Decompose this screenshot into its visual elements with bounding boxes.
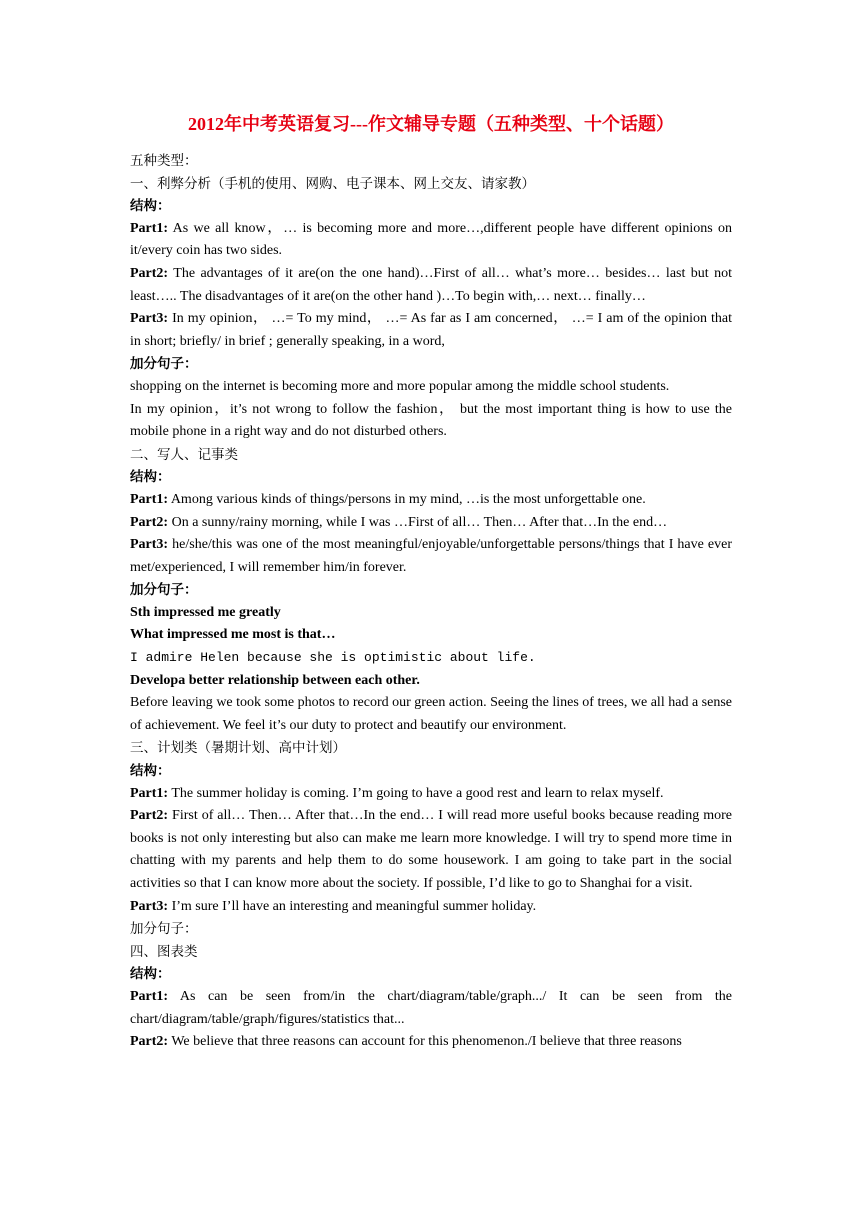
part-text: As can be seen from/in the chart/diagram/table/graph.../ It can be seen from the chart/diagram/table/graph/figures/statistics that... bbox=[130, 988, 732, 1027]
section4-part1 bbox=[130, 986, 732, 1031]
part-label: Part2: bbox=[130, 514, 169, 530]
part-label: Part1: bbox=[130, 988, 169, 1004]
section1-sentence-2: In my opinion，it’s not wrong to follow the fashion， but the most important thing is how to use the mobile phone in a right way and do not disturbed others. bbox=[130, 401, 732, 440]
part-text: I’m sure I’ll have an interesting and meaningful summer holiday. bbox=[168, 898, 537, 914]
part-label: Part2: bbox=[130, 808, 169, 824]
section4-heading: 四、图表类 bbox=[130, 943, 198, 960]
section4-structure-label: 结构： bbox=[130, 966, 171, 983]
part-label: Part1: bbox=[130, 220, 169, 236]
section2-bonus-label: 加分句子： bbox=[130, 582, 198, 599]
section2-part3 bbox=[130, 534, 732, 579]
part-label: Part1: bbox=[130, 491, 169, 507]
section2-sentence-4: Developa better relationship between each other. bbox=[130, 672, 420, 688]
section3-part3 bbox=[130, 896, 732, 919]
section1-bonus-label: 加分句子： bbox=[130, 356, 198, 373]
section2-sentence-1: Sth impressed me greatly bbox=[130, 604, 281, 620]
part-text: The summer holiday is coming. I’m going to have a good rest and learn to relax myself. bbox=[168, 785, 664, 801]
section3-part2 bbox=[130, 805, 732, 895]
part-text: First of all… Then… After that…In the end… I will read more useful books because reading more books is not only interesting but also can make me learn more knowledge. I will try to spend more time in chatting with my parents and help them to do some housework. I am going to take part in the social activities so that I can know more about the society. If possible, I’d like to go to Shanghai for a visit. bbox=[130, 808, 732, 891]
section1-structure-label: 结构： bbox=[130, 198, 171, 215]
part-label: Part3: bbox=[130, 311, 169, 327]
section1-sentence-1: shopping on the internet is becoming more and more popular among the middle school students. bbox=[130, 378, 670, 394]
intro-line: 五种类型： bbox=[130, 153, 198, 169]
part-label: Part2: bbox=[130, 265, 169, 281]
document-title: 2012年中考英语复习---作文辅导专题（五种类型、十个话题） bbox=[188, 114, 674, 134]
part-text: We believe that three reasons can account for this phenomenon./I believe that three reasons bbox=[168, 1034, 682, 1050]
section1-part3 bbox=[130, 308, 732, 353]
document-body bbox=[130, 150, 732, 1054]
part-text: he/she/this was one of the most meaningful/enjoyable/unforgettable persons/things that I have ever met/experienced, I will remember him/in forever. bbox=[130, 537, 732, 575]
part-label: Part3: bbox=[130, 898, 169, 914]
part-text: On a sunny/rainy morning, while I was …First of all… Then… After that…In the end… bbox=[168, 514, 668, 530]
part-text: Among various kinds of things/persons in my mind, …is the most unforgettable one. bbox=[168, 491, 646, 507]
section1-part1 bbox=[130, 218, 732, 263]
section2-part1 bbox=[130, 489, 732, 512]
part-text: In my opinion， …= To my mind， …= As far as I am concerned， …= I am of the opinion that in short; briefly/ in brief ; generally speaking, in a word, bbox=[130, 311, 732, 349]
section2-structure-label: 结构： bbox=[130, 469, 171, 486]
section2-heading: 二、写人、记事类 bbox=[130, 446, 238, 463]
part-label: Part3: bbox=[130, 537, 169, 553]
section2-sentence-2: What impressed me most is that… bbox=[130, 627, 336, 643]
section4-part2 bbox=[130, 1031, 732, 1054]
section3-part1 bbox=[130, 783, 732, 806]
section3-heading: 三、计划类（暑期计划、高中计划） bbox=[130, 740, 346, 757]
section2-sentence-5: Before leaving we took some photos to record our green action. Seeing the lines of trees, we all had a sense of achievement. We feel it’s our duty to protect and beautify our environment. bbox=[130, 695, 732, 733]
section3-structure-label: 结构： bbox=[130, 763, 171, 780]
part-label: Part2: bbox=[130, 1034, 169, 1050]
part-label: Part1: bbox=[130, 785, 169, 801]
part-text: The advantages of it are(on the one hand)…First of all… what’s more… besides… last but not least….. The disadvantages of it are(on the other hand )…To begin with,… next… finally… bbox=[130, 265, 732, 304]
section2-part2 bbox=[130, 512, 732, 535]
section1-heading: 一、利弊分析（手机的使用、网购、电子课本、网上交友、请家教） bbox=[130, 175, 535, 192]
part-text: As we all know，… is becoming more and more…,different people have different opinions on it/every coin has two sides. bbox=[130, 220, 732, 259]
section2-sentence-3: I admire Helen because she is optimistic about life. bbox=[130, 650, 536, 666]
section1-part2 bbox=[130, 263, 732, 308]
section3-bonus-label: 加分句子： bbox=[130, 921, 198, 938]
